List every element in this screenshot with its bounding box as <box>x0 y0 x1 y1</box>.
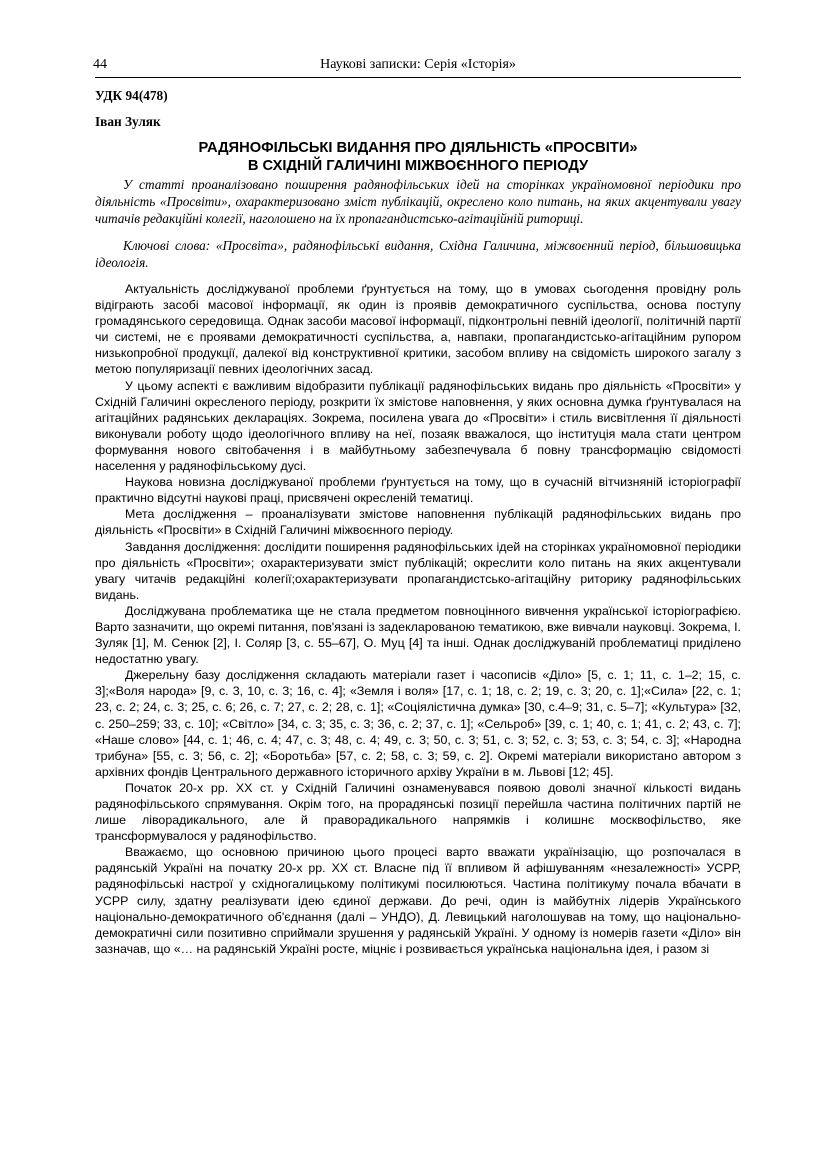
running-header <box>95 55 741 78</box>
page <box>95 55 741 957</box>
paragraph: Наукова новизна досліджуваної проблеми ґрунтується на тому, що в сучасній вітчизняній історіографії практично відсутні наукові праці, присвячені окресленій тематиці. <box>95 475 741 506</box>
article-body <box>95 281 741 957</box>
paragraph: У цьому аспекті є важливим відобразити публікації радянофільських видань про діяльність «Просвіти» у Східній Галичині окресленого періоду, розкрити їх змістове наповнення, у яких основна думка ґрунтувалася на агітаційних радянських деклараціях. Зокрема, посилена увага до «Просвіти» і стиль висвітлення її діяльності виконували роботу щодо ідеологічного впливу на неї, позаяк вважалося, що інституція мала стати центром формування нового світобачення і в майбутньому забезпечувала б повну трансформацію свідомості населення у радянофільському дусі. <box>95 378 741 474</box>
paragraph: Вважаємо, що основною причиною цього процесі варто вважати українізацію, що розпочалася в радянській Україні на початку 20-х рр. ХХ ст. Власне під її впливом й афішуванням «незалежності» УСРР, радянофільські настрої у східногалицькому політикумі посилюються. Частина політикуму почала вбачати в УСРР силу, здатну реалізувати ідею єдиної держави. До речі, один із майбутніх лідерів Українського національно-демократичного об'єднання (далі – УНДО), Д. Левицький наголошував на тому, що національно-демократичні сили позитивно сприймали зрушення у радянській Україні. У одному із номерів газети «Діло» він зазначав, що «… на радянській Україні росте, міцніє і розвивається українська національна ідея, і разом зі <box>95 845 741 956</box>
paragraph: Джерельну базу дослідження складають матеріали газет і часописів «Діло» [5, с. 1; 11, с. 1–2; 15, с. 3];«Воля народа» [9, с. 3, 10, с. 3; 16, с. 4]; «Земля і воля» [17, с. 1; 18, с. 2; 19, с. 3; 20, с. 1];«Сила» [22, с. 1; 23, с. 2; 24, с. 3; 25, с. 6; 26, с. 7; 27, с. 2; 28, с. 1]; «Соціялістична думка» [30, с.4–9; 31, с. 5–7]; «Культура» [32, с. 250–259; 33, с. 10]; «Світло» [34, с. 3; 35, с. 3; 36, с. 2; 37, с. 1]; «Сельроб» [39, с. 1; 40, с. 1; 41, с. 2; 43, с. 7]; «Наше слово» [44, с. 1; 46, с. 4; 47, с. 3; 48, с. 4; 49, с. 3; 50, с. 3; 51, с. 3; 52, с. 3; 53, с. 3; 54, с. 3]; «Народна трибуна» [55, с. 3; 56, с. 2]; «Боротьба» [57, с. 2; 58, с. 3; 59, с. 2]. Окремі матеріали використано автором з архівних фондів Центрального державного історичного архіву України в м. Львові [12; 45]. <box>95 668 741 779</box>
article-title <box>95 140 741 175</box>
abstract: У статті проаналізовано поширення радянофільських ідей на сторінках україномовної періодики про діяльність «Просвіти», охарактеризовано зміст публікацій, окреслено коло питань, на яких акцентували увагу читачів редакційні колегії, наголошено на їх пропагандистсько-агітаційній риториці. <box>95 177 741 226</box>
paragraph: Мета дослідження – проаналізувати змістове наповнення публікацій радянофільських видань про діяльність «Просвіти» в Східній Галичині міжвоєнного періоду. <box>95 507 741 538</box>
paragraph: Досліджувана проблематика ще не стала предметом повноцінного вивчення української історіографією. Варто зазначити, що окремі питання, пов'язані із задекларованою тематикою, вже вивчали науковці. Зокрема, І. Зуляк [1], М. Сенюк [2], І. Соляр [3, с. 55–67], О. Муц [4] та інші. Однак досліджуваній проблематиці приділено недостатню увагу. <box>95 603 741 667</box>
paragraph: Завдання дослідження: дослідити поширення радянофільських ідей на сторінках україномовної періодики про діяльність «Просвіти»; охарактеризувати зміст публікацій; окреслити коло питань на яких акцентували увагу читачів редакційні колегії;охарактеризувати пропагандистсько-агітаційну риторику радянофільських видань. <box>95 539 741 602</box>
paragraph: Актуальність досліджуваної проблеми ґрунтується на тому, що в умовах сьогодення провідну роль відіграють засобі масової інформації, як один із проявів демократичного суспільства, основа поступу громадянського середовища. Однак засоби масової інформації, підконтрольні певній ідеології, політичній партії чи системі, не є проявами демократичності суспільства, а, навпаки, пропагандистсько-агітаційним рупором низькопробної продукції, далекої від конструктивної критики, засобом впливу на свідомість широкого загалу з метою популяризації певних ідеологічних засад. <box>95 282 741 377</box>
udk-code: УДК 94(478) <box>95 88 168 103</box>
page-number: 44 <box>93 57 107 72</box>
paragraph: Початок 20-х рр. ХХ ст. у Східній Галичині ознаменувався появою доволі значної кількості видань радянофільського спрямування. Окрім того, на прорадянські позиції перейшла частина політичних партій не лише ліворадикального, але й праворадикального напрямків і колишнє москвофільство, яке трансформувалося у радянофільство. <box>95 780 741 844</box>
title-line-2: В СХІДНІЙ ГАЛИЧИНІ МІЖВОЄННОГО ПЕРІОДУ <box>247 158 589 174</box>
journal-title: Наукові записки: Серія «Історія» <box>320 57 516 72</box>
author-name: Іван Зуляк <box>95 114 161 129</box>
title-line-1: РАДЯНОФІЛЬСЬКІ ВИДАННЯ ПРО ДІЯЛЬНІСТЬ «ПРОСВІТИ» <box>198 140 638 156</box>
keywords: Ключові слова: «Просвіта», радянофільські видання, Східна Галичина, міжвоєнний період, більшовицька ідеологія. <box>95 238 741 270</box>
